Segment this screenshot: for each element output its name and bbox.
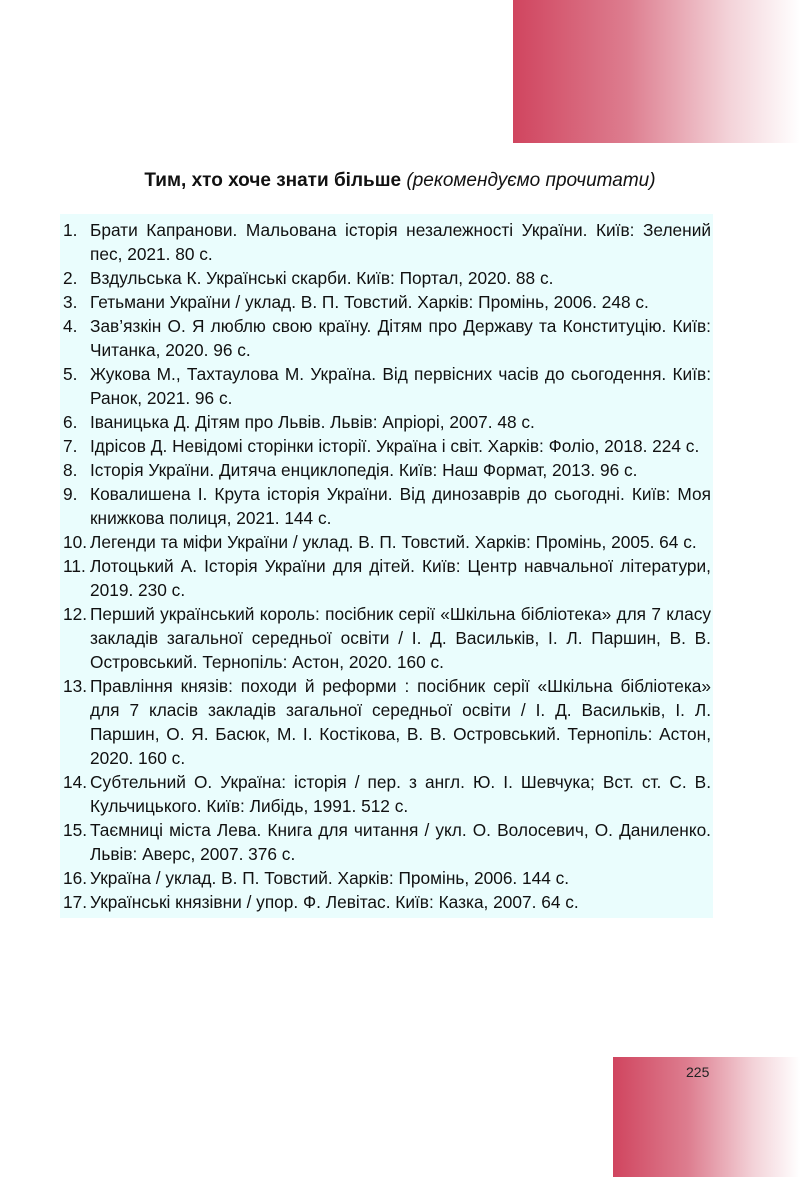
item-number: 6. — [63, 412, 78, 432]
item-number: 1. — [63, 220, 78, 240]
reference-list — [60, 214, 713, 918]
item-text: Брати Капранови. Мальована історія незалежності України. Київ: Зелений пес, 2021. 80 с. — [90, 220, 711, 264]
item-number: 12. — [63, 604, 88, 624]
item-text: Іваницька Д. Дітям про Львів. Львів: Апріорі, 2007. 48 с. — [90, 412, 535, 432]
list-item — [60, 674, 713, 770]
list-item — [60, 266, 713, 290]
list-item — [60, 554, 713, 602]
list-item — [60, 314, 713, 362]
item-number: 3. — [63, 292, 78, 312]
title-subtitle: (рекомендуємо прочитати) — [406, 170, 656, 191]
item-number: 7. — [63, 436, 78, 456]
item-number: 15. — [63, 820, 88, 840]
item-number: 14. — [63, 772, 88, 792]
list-item — [60, 866, 713, 890]
page-number: 225 — [686, 1064, 710, 1080]
item-text: Ідрісов Д. Невідомі сторінки історії. Україна і світ. Харків: Фоліо, 2018. 224 с. — [90, 436, 700, 456]
list-item — [60, 482, 713, 530]
list-item — [60, 530, 713, 554]
item-number: 16. — [63, 868, 88, 888]
page-title — [0, 170, 800, 192]
list-item — [60, 434, 713, 458]
item-text: Правління князів: походи й реформи : посібник серії «Шкільна бібліотека» для 7 класів закладів загальної середньої освіти / І. Д. Васильків, І. Л. Паршин, О. Я. Басюк, М. І. Костікова, В. В. Островський. Тернопіль: Астон, 2020. 160 с. — [90, 676, 711, 768]
item-number: 9. — [63, 484, 78, 504]
item-text: Історія України. Дитяча енциклопедія. Київ: Наш Формат, 2013. 96 с. — [90, 460, 638, 480]
item-text: Субтельний О. Україна: історія / пер. з англ. Ю. І. Шевчука; Вст. ст. С. В. Кульчицького. Київ: Либідь, 1991. 512 с. — [90, 772, 711, 816]
item-number: 2. — [63, 268, 78, 288]
item-number: 17. — [63, 892, 88, 912]
list-item — [60, 818, 713, 866]
list-item — [60, 410, 713, 434]
item-text: Зав’язкін О. Я люблю свою країну. Дітям про Державу та Конституцію. Київ: Читанка, 2020. 96 с. — [90, 316, 711, 360]
list-item — [60, 218, 713, 266]
item-text: Перший український король: посібник серії «Шкільна бібліотека» для 7 класу закладів загальної середньої освіти / І. Д. Васильків, І. Л. Паршин, В. В. Островський. Тернопіль: Астон, 2020. 160 с. — [90, 604, 711, 672]
item-text: Лотоцький А. Історія України для дітей. Київ: Центр навчальної літератури, 2019. 230 с. — [90, 556, 711, 600]
item-number: 8. — [63, 460, 78, 480]
item-text: Легенди та міфи України / уклад. В. П. Товстий. Харків: Промінь, 2005. 64 с. — [90, 532, 697, 552]
list-item — [60, 290, 713, 314]
item-text: Українські князівни / упор. Ф. Левітас. Київ: Казка, 2007. 64 с. — [90, 892, 579, 912]
item-number: 11. — [63, 556, 86, 576]
item-number: 13. — [63, 676, 88, 696]
item-text: Таємниці міста Лева. Книга для читання / укл. О. Волосевич, О. Даниленко. Львів: Аверс, 2007. 376 с. — [90, 820, 711, 864]
item-text: Жукова М., Тахтаулова М. Україна. Від первісних часів до сьогодення. Київ: Ранок, 2021. 96 с. — [90, 364, 711, 408]
list-item — [60, 602, 713, 674]
item-text: Ковалишена І. Крута історія України. Від динозаврів до сьогодні. Київ: Моя книжкова полиця, 2021. 144 с. — [90, 484, 711, 528]
list-item — [60, 362, 713, 410]
title-main: Тим, хто хоче знати більше — [144, 170, 402, 191]
item-text: Україна / уклад. В. П. Товстий. Харків: Промінь, 2006. 144 с. — [90, 868, 570, 888]
item-text: Гетьмани України / уклад. В. П. Товстий. Харків: Промінь, 2006. 248 с. — [90, 292, 649, 312]
list-item — [60, 770, 713, 818]
item-number: 10. — [63, 532, 88, 552]
list-item — [60, 458, 713, 482]
item-number: 4. — [63, 316, 78, 336]
item-number: 5. — [63, 364, 78, 384]
item-text: Вздульська К. Українські скарби. Київ: Портал, 2020. 88 с. — [90, 268, 554, 288]
corner-decoration-top — [513, 0, 800, 143]
list-item — [60, 890, 713, 914]
